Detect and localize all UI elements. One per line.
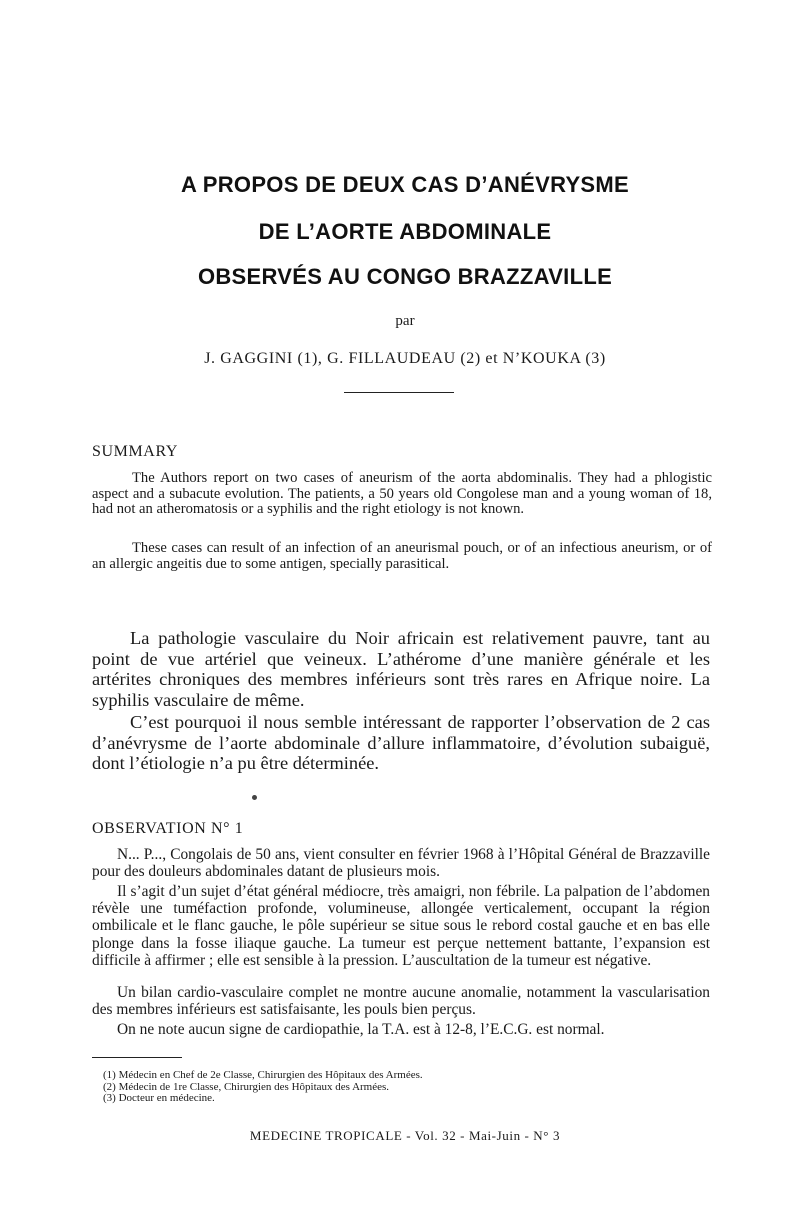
title-line-2: DE L’AORTE ABDOMINALE <box>258 219 552 244</box>
title-line-1: A PROPOS DE DEUX CAS D’ANÉVRYSME <box>180 172 630 197</box>
summary-heading: SUMMARY <box>92 443 179 460</box>
observation-paragraph-4: On ne note aucun signe de cardiopathie, la T.A. est à 12-8, l’E.C.G. est normal. <box>117 1021 605 1038</box>
stray-dot <box>252 795 257 800</box>
observation-paragraph-3: Un bilan cardio-vasculaire complet ne montre aucune anomalie, notamment la vascularisation des membres inférieurs est satisfaisante, les pouls bien perçus. <box>92 984 710 1019</box>
footnote-rule <box>92 1057 182 1058</box>
summary-paragraph-1: The Authors report on two cases of aneurism of the aorta abdominalis. They had a phlogistic aspect and a subacute evolution. The patients, a 50 years old Congolese man and a young woman of 18, had not an atheromatosis or a syphilis and the right etiology is not known. <box>92 470 712 518</box>
intro-paragraph-2: C’est pourquoi il nous semble intéressant de rapporter l’observation de 2 cas d’anévrysme de l’aorte abdominale d’allure inflammatoire, d’évolution subaiguë, dont l’étiologie n’a pu être déterminée. <box>92 712 710 773</box>
observation-paragraph-1: N... P..., Congolais de 50 ans, vient consulter en février 1968 à l’Hôpital Général de Brazzaville pour des douleurs abdominales datant de plusieurs mois. <box>92 846 710 881</box>
footnote-2: (2) Médecin de 1re Classe, Chirurgien des Hôpitaux des Armées. <box>103 1080 390 1093</box>
title-separator-rule <box>344 392 454 393</box>
byline: par <box>395 313 415 329</box>
intro-paragraph-1: La pathologie vasculaire du Noir africain est relativement pauvre, tant au point de vue artériel que veineux. L’athérome d’une manière générale et les artérites chroniques des membres inférieurs sont très rares en Afrique noire. La syphilis vasculaire de même. <box>92 628 710 710</box>
footnote-1: (1) Médecin en Chef de 2e Classe, Chirurgien des Hôpitaux des Armées. <box>103 1069 423 1081</box>
title-line-3: OBSERVÉS AU CONGO BRAZZAVILLE <box>197 264 613 289</box>
footnote-3: (3) Docteur en médecine. <box>103 1092 215 1105</box>
footnotes <box>103 1070 423 1105</box>
authors: J. GAGGINI (1), G. FILLAUDEAU (2) et N’KOUKA (3) <box>204 350 606 367</box>
observation-paragraph-2: Il s’agit d’un sujet d’état général médiocre, très amaigri, non fébrile. La palpation de l’abdomen révèle une tuméfaction profonde, volumineuse, allongée verticalement, occupant la région ombilicale et le flanc gauche, le pôle supérieur se situe sous le rebord costal gauche et en bas elle plonge dans la fosse iliaque gauche. La tumeur est perçue nettement battante, l’expansion est difficile à affirmer ; elle est sensible à la pression. L’auscultation de la tumeur est négative. <box>92 883 710 969</box>
summary-paragraph-2: These cases can result of an infection of an aneurismal pouch, or of an infectious aneurism, or of an allergic angeitis due to some antigen, specially parasitical. <box>92 540 712 572</box>
journal-footer: MEDECINE TROPICALE - Vol. 32 - Mai-Juin - N° 3 <box>249 1128 561 1143</box>
observation-heading: OBSERVATION N° 1 <box>92 820 244 837</box>
